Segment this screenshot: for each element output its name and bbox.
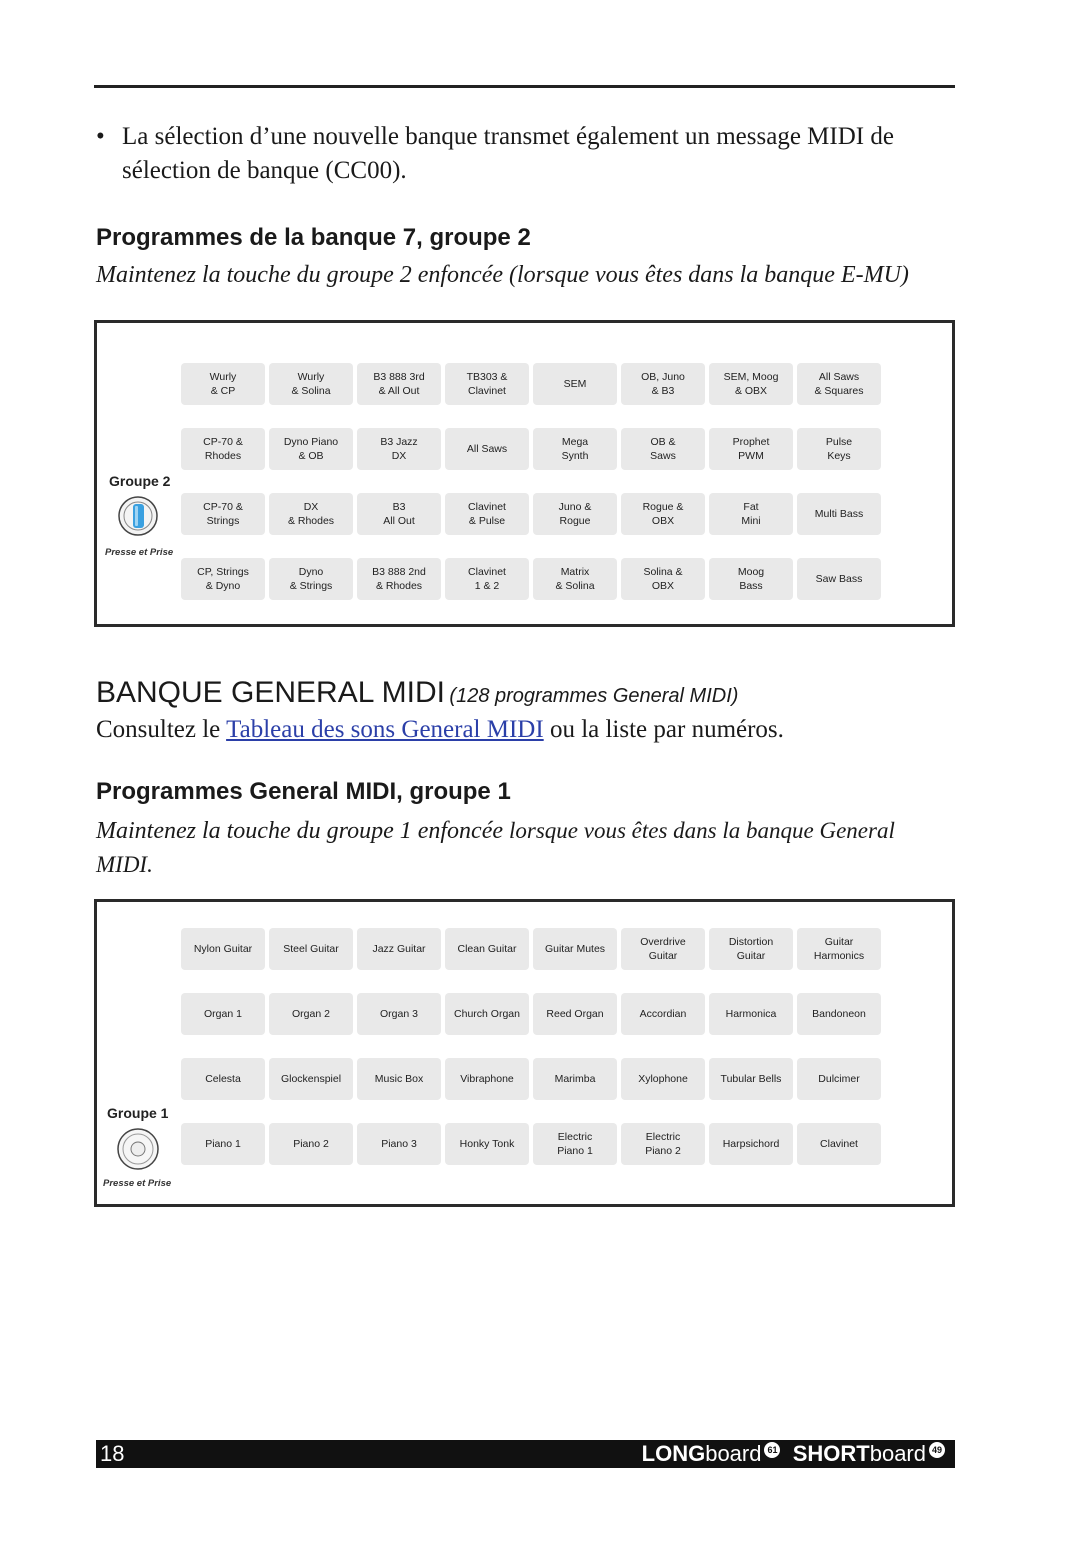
- program-cell[interactable]: Marimba: [533, 1058, 617, 1100]
- program-cell[interactable]: Jazz Guitar: [357, 928, 441, 970]
- gm-bank-subtitle: (128 programmes General MIDI): [449, 685, 739, 707]
- page-number: 18: [100, 1441, 125, 1466]
- brand1-badge: 61: [764, 1442, 780, 1458]
- program-cell[interactable]: Bandoneon: [797, 993, 881, 1035]
- program-cell[interactable]: Matrix & Solina: [533, 558, 617, 600]
- program-cell[interactable]: Steel Guitar: [269, 928, 353, 970]
- program-cell[interactable]: Organ 1: [181, 993, 265, 1035]
- program-row: [181, 428, 881, 470]
- program-cell[interactable]: Prophet PWM: [709, 428, 793, 470]
- bullet-text: La sélection d’une nouvelle banque transmet également un message MIDI de sélection de banque (CC00).: [122, 123, 894, 184]
- program-cell[interactable]: OB, Juno & B3: [621, 363, 705, 405]
- section3-heading: Programmes General MIDI, groupe 1: [96, 778, 511, 805]
- bank7-group2-panel: [94, 320, 955, 627]
- program-cell[interactable]: B3 All Out: [357, 493, 441, 535]
- group-label: Groupe 2: [109, 473, 171, 489]
- program-cell[interactable]: Honky Tonk: [445, 1123, 529, 1165]
- brand2-bold: SHORT: [792, 1441, 870, 1466]
- program-cell[interactable]: Harpsichord: [709, 1123, 793, 1165]
- program-cell[interactable]: Church Organ: [445, 993, 529, 1035]
- program-cell[interactable]: Tubular Bells: [709, 1058, 793, 1100]
- program-cell[interactable]: CP, Strings & Dyno: [181, 558, 265, 600]
- program-cell[interactable]: Organ 3: [357, 993, 441, 1035]
- program-cell[interactable]: Guitar Harmonics: [797, 928, 881, 970]
- program-cell[interactable]: Distortion Guitar: [709, 928, 793, 970]
- section2-heading: [96, 676, 738, 710]
- program-cell[interactable]: Clavinet 1 & 2: [445, 558, 529, 600]
- program-cell[interactable]: SEM: [533, 363, 617, 405]
- program-cell[interactable]: Dyno Piano & OB: [269, 428, 353, 470]
- consult-line: [96, 716, 784, 744]
- brand1-rest: board: [705, 1441, 762, 1466]
- instruction-rest: lorsque vous êtes dans la banque General MIDI.: [96, 818, 895, 877]
- program-cell[interactable]: B3 888 3rd & All Out: [357, 363, 441, 405]
- program-cell[interactable]: TB303 & Clavinet: [445, 363, 529, 405]
- brand2-rest: board: [869, 1441, 926, 1466]
- group-button-icon[interactable]: [116, 1127, 160, 1171]
- program-cell[interactable]: SEM, Moog & OBX: [709, 363, 793, 405]
- program-cell[interactable]: Wurly & CP: [181, 363, 265, 405]
- program-cell[interactable]: Solina & OBX: [621, 558, 705, 600]
- program-cell[interactable]: Piano 3: [357, 1123, 441, 1165]
- program-row: [181, 493, 881, 535]
- program-cell[interactable]: Rogue & OBX: [621, 493, 705, 535]
- brand1-bold: LONG: [641, 1441, 706, 1466]
- top-rule: [94, 85, 955, 88]
- program-row: [181, 558, 881, 600]
- program-cell[interactable]: Reed Organ: [533, 993, 617, 1035]
- program-cell[interactable]: Saw Bass: [797, 558, 881, 600]
- program-cell[interactable]: Overdrive Guitar: [621, 928, 705, 970]
- program-cell[interactable]: Nylon Guitar: [181, 928, 265, 970]
- hold-label: Presse et Prise: [105, 547, 174, 558]
- program-cell[interactable]: OB & Saws: [621, 428, 705, 470]
- program-row: [181, 1058, 881, 1100]
- program-cell[interactable]: Moog Bass: [709, 558, 793, 600]
- program-cell[interactable]: Clavinet: [797, 1123, 881, 1165]
- program-cell[interactable]: Accordian: [621, 993, 705, 1035]
- program-row: [181, 1123, 881, 1165]
- gm-bank-title: BANQUE GENERAL MIDI: [96, 676, 445, 709]
- product-brand: [642, 1440, 945, 1468]
- section3-instruction: [96, 814, 906, 882]
- program-cell[interactable]: Juno & Rogue: [533, 493, 617, 535]
- program-cell[interactable]: Guitar Mutes: [533, 928, 617, 970]
- group-label: Groupe 1: [107, 1105, 169, 1121]
- bullet-item: [96, 120, 956, 188]
- bullet-symbol: •: [96, 123, 105, 150]
- hold-label: Presse et Prise: [103, 1178, 172, 1189]
- program-cell[interactable]: Celesta: [181, 1058, 265, 1100]
- program-row: [181, 928, 881, 970]
- program-cell[interactable]: Pulse Keys: [797, 428, 881, 470]
- program-cell[interactable]: Electric Piano 1: [533, 1123, 617, 1165]
- section1-heading: Programmes de la banque 7, groupe 2: [96, 224, 531, 251]
- program-cell[interactable]: Multi Bass: [797, 493, 881, 535]
- program-row: [181, 993, 881, 1035]
- program-cell[interactable]: Clean Guitar: [445, 928, 529, 970]
- consult-before: Consultez le: [96, 716, 221, 743]
- program-cell[interactable]: Clavinet & Pulse: [445, 493, 529, 535]
- brand2-badge: 49: [929, 1442, 945, 1458]
- program-cell[interactable]: Organ 2: [269, 993, 353, 1035]
- program-cell[interactable]: Piano 2: [269, 1123, 353, 1165]
- gm-group1-panel: [94, 899, 955, 1207]
- program-cell[interactable]: Wurly & Solina: [269, 363, 353, 405]
- consult-after: ou la liste par numéros.: [549, 716, 784, 743]
- program-row: [181, 363, 881, 405]
- program-cell[interactable]: CP-70 & Rhodes: [181, 428, 265, 470]
- program-cell[interactable]: Mega Synth: [533, 428, 617, 470]
- program-cell[interactable]: Xylophone: [621, 1058, 705, 1100]
- program-cell[interactable]: All Saws & Squares: [797, 363, 881, 405]
- program-cell[interactable]: CP-70 & Strings: [181, 493, 265, 535]
- program-cell[interactable]: B3 Jazz DX: [357, 428, 441, 470]
- program-cell[interactable]: All Saws: [445, 428, 529, 470]
- program-cell[interactable]: B3 888 2nd & Rhodes: [357, 558, 441, 600]
- group-button-icon[interactable]: [117, 495, 159, 537]
- program-cell[interactable]: Vibraphone: [445, 1058, 529, 1100]
- program-cell[interactable]: Glockenspiel: [269, 1058, 353, 1100]
- section1-instruction: Maintenez la touche du groupe 2 enfoncée (lorsque vous êtes dans la banque E-MU): [96, 262, 909, 288]
- program-cell[interactable]: DX & Rhodes: [269, 493, 353, 535]
- page-footer: [96, 1440, 955, 1468]
- program-cell[interactable]: Dulcimer: [797, 1058, 881, 1100]
- program-cell[interactable]: Piano 1: [181, 1123, 265, 1165]
- program-cell[interactable]: Music Box: [357, 1058, 441, 1100]
- program-cell[interactable]: Electric Piano 2: [621, 1123, 705, 1165]
- program-cell[interactable]: Harmonica: [709, 993, 793, 1035]
- program-cell[interactable]: Fat Mini: [709, 493, 793, 535]
- instruction-emphasis: Maintenez la touche du groupe 1 enfoncée: [96, 818, 503, 844]
- gm-sound-table-link[interactable]: Tableau des sons General MIDI: [226, 716, 544, 743]
- program-cell[interactable]: Dyno & Strings: [269, 558, 353, 600]
